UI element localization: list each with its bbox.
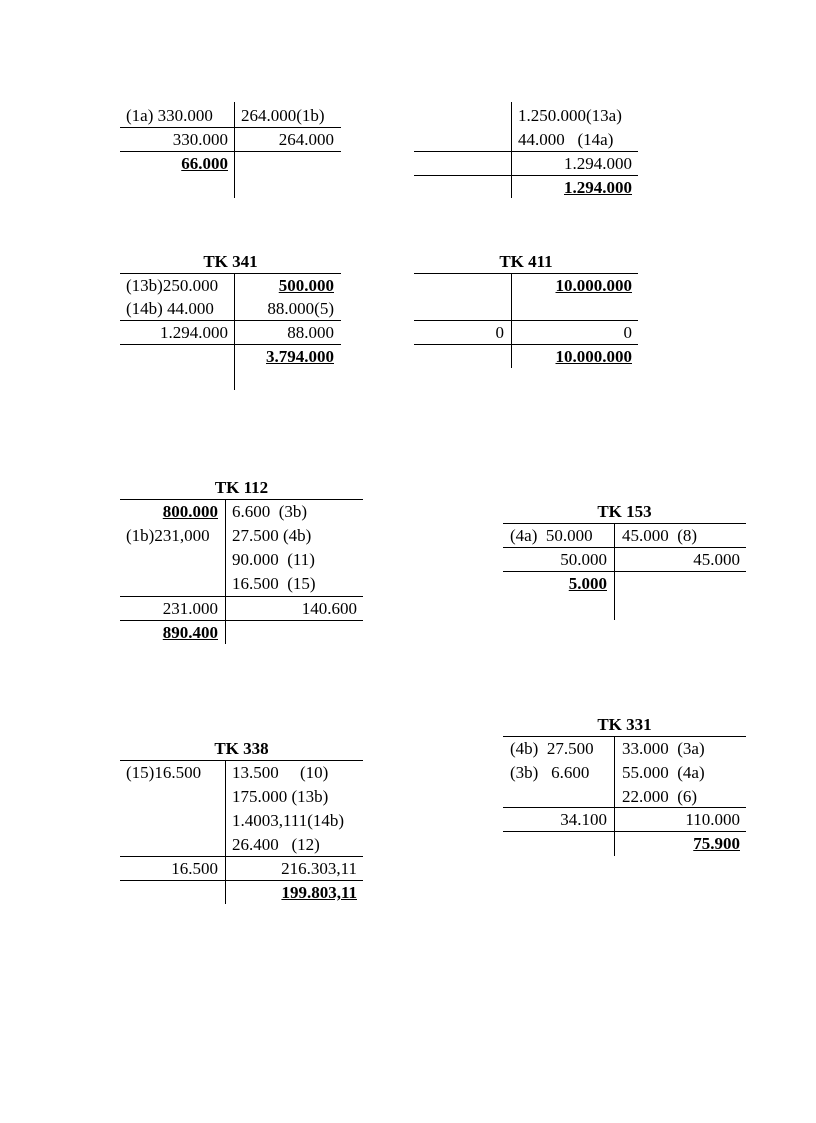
credit-total: 88.000 [287,323,334,342]
divider [120,880,363,881]
credit-entry: 33.000 (3a) [622,739,705,758]
t-account-spine [511,102,512,198]
divider [414,344,638,345]
debit-balance: 66.000 [181,154,228,173]
credit-opening-balance: 500.000 [278,276,334,295]
account-title: TK 411 [499,252,553,271]
divider [120,151,341,152]
credit-total: 110.000 [685,810,740,829]
divider [120,760,363,761]
divider [120,499,363,500]
account-title: TK 331 [597,715,652,734]
t-account-spine [234,273,235,390]
divider [120,273,341,274]
credit-entry: 1.250.000(13a) [518,106,622,125]
divider [120,856,363,857]
debit-balance: 5.000 [568,574,607,593]
divider [120,620,363,621]
credit-entry: 88.000(5) [267,299,334,318]
credit-total: 216.303,11 [281,859,357,878]
debit-entry: (15)16.500 [126,763,202,782]
credit-total: 140.600 [301,599,357,618]
account-title: TK 153 [597,502,652,521]
debit-total: 231.000 [162,599,218,618]
account-title: TK 341 [203,252,258,271]
debit-entry: (13b)250.000 [126,276,219,295]
t-account-spine [614,523,615,620]
credit-balance: 10.000.000 [555,347,632,366]
divider [503,571,746,572]
credit-entry: 27.500 (4b) [232,526,312,545]
divider [503,807,746,808]
t-account-spine [614,736,615,856]
credit-opening-balance: 10.000.000 [555,276,632,295]
debit-total: 34.100 [560,810,607,829]
debit-balance: 890.400 [162,623,218,642]
credit-entry: 22.000 (6) [622,787,698,806]
debit-entry: (4a) 50.000 [510,526,593,545]
divider [120,127,341,128]
account-title: TK 338 [214,739,269,758]
credit-balance: 75.900 [693,834,740,853]
t-account-spine [511,273,512,368]
divider [414,175,638,176]
credit-entry: 16.500 (15) [232,574,316,593]
debit-total: 330.000 [172,130,228,149]
divider [503,831,746,832]
divider [120,596,363,597]
debit-opening-balance: 800.000 [162,502,218,521]
credit-total: 45.000 [693,550,740,569]
t-account-spine [225,499,226,644]
debit-entry: (3b) 6.600 [510,763,590,782]
divider [414,151,638,152]
account-title: TK 112 [214,478,269,497]
debit-entry: (1a) 330.000 [126,106,213,125]
credit-balance: 3.794.000 [266,347,334,366]
debit-entry: (1b)231,000 [126,526,210,545]
debit-total: 50.000 [560,550,607,569]
divider [503,736,746,737]
credit-entry: 13.500 (10) [232,763,329,782]
t-account-spine [234,102,235,198]
credit-balance: 199.803,11 [281,883,357,902]
credit-entry: 26.400 (12) [232,835,320,854]
divider [503,523,746,524]
credit-total: 264.000 [278,130,334,149]
credit-entry: 90.000 (11) [232,550,315,569]
credit-balance: 1.294.000 [564,178,632,197]
credit-entry: 6.600 (3b) [232,502,308,521]
credit-total: 0 [623,323,632,342]
debit-total: 0 [495,323,504,342]
divider [120,344,341,345]
debit-total: 16.500 [171,859,218,878]
credit-entry: 55.000 (4a) [622,763,705,782]
credit-entry: 264.000(1b) [241,106,325,125]
divider [120,320,341,321]
divider [414,273,638,274]
divider [414,320,638,321]
debit-entry: (4b) 27.500 [510,739,594,758]
divider [503,547,746,548]
debit-total: 1.294.000 [160,323,228,342]
credit-entry: 44.000 (14a) [518,130,614,149]
credit-total: 1.294.000 [564,154,632,173]
t-account-spine [225,760,226,904]
debit-entry: (14b) 44.000 [126,299,214,318]
credit-entry: 175.000 (13b) [232,787,329,806]
credit-entry: 45.000 (8) [622,526,698,545]
credit-entry: 1.4003,111(14b) [232,811,345,830]
